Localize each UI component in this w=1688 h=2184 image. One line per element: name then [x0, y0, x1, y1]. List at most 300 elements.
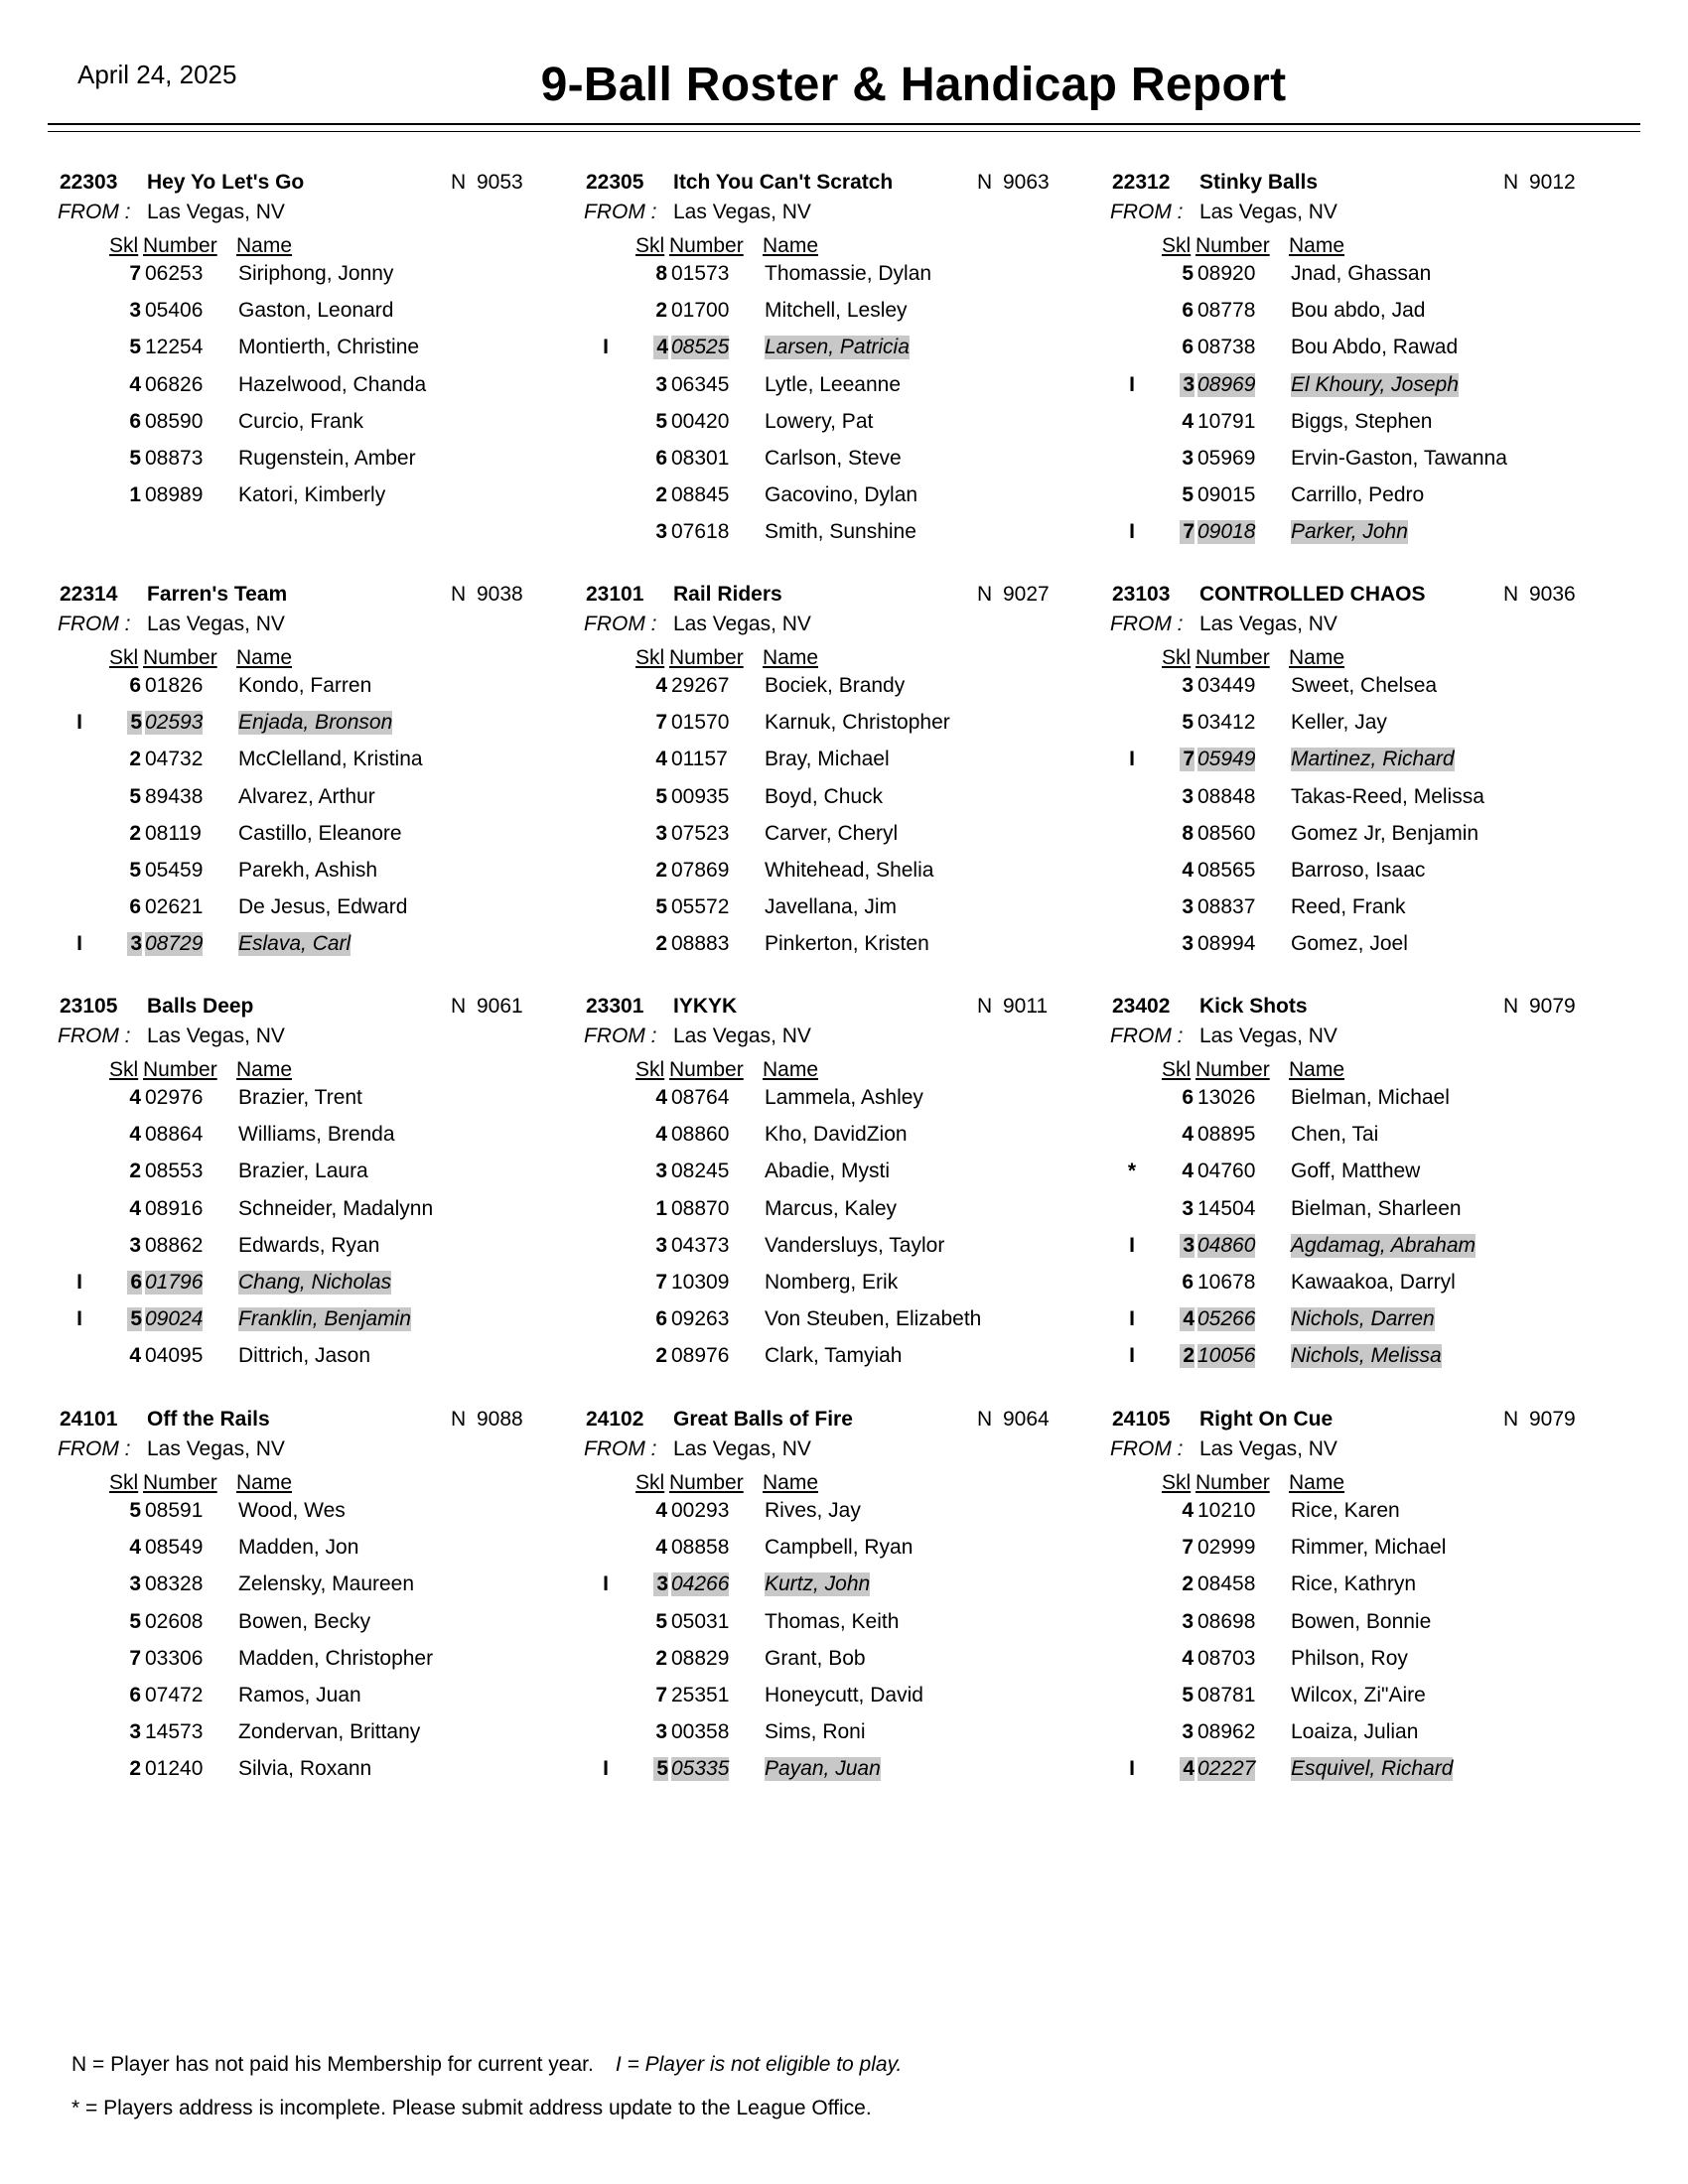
player-row	[48, 293, 564, 325]
player-row	[1100, 1530, 1617, 1562]
player-number: 06253	[145, 262, 204, 285]
from-label: FROM :	[1110, 201, 1184, 223]
player-name: Clark, Tamyiah	[765, 1344, 903, 1368]
player-skill: 4	[1182, 409, 1194, 433]
player-skill: 5	[129, 859, 141, 882]
team-id: 22314	[60, 583, 118, 606]
player-number: 08301	[671, 447, 730, 470]
player-number: 12254	[145, 336, 204, 359]
player-skill: 6	[1182, 299, 1194, 323]
player-row	[1100, 330, 1617, 361]
team-code: 9063	[1003, 171, 1050, 194]
player-skill: 7	[655, 1271, 667, 1294]
player-skill: 6	[129, 895, 141, 919]
team-id: 23402	[1112, 995, 1171, 1018]
column-header-number: Number	[143, 646, 217, 669]
player-flag: I	[76, 1307, 82, 1331]
footer-note-address: * = Players address is incomplete. Please submit address update to the League Office.	[71, 2097, 872, 2119]
player-skill: 3	[655, 1233, 667, 1257]
player-skill: 3	[1182, 1609, 1194, 1633]
player-number: 00358	[671, 1720, 730, 1744]
team-flag: N	[451, 1408, 467, 1431]
player-skill: 2	[655, 1646, 667, 1670]
team-id: 23101	[586, 583, 644, 606]
player-row	[48, 668, 564, 700]
player-skill: 6	[129, 1684, 141, 1706]
team-name: CONTROLLED CHAOS	[1199, 583, 1426, 606]
player-name: Bowen, Bonnie	[1291, 1609, 1432, 1633]
player-name: Mitchell, Lesley	[765, 299, 908, 323]
player-row	[574, 889, 1090, 921]
team-code: 9053	[477, 171, 523, 194]
player-skill: 3	[1180, 373, 1195, 397]
player-number: 08895	[1197, 1123, 1256, 1147]
player-name: Nomberg, Erik	[765, 1271, 899, 1294]
player-skill: 4	[129, 1123, 141, 1147]
team-id: 22312	[1112, 171, 1171, 194]
player-row	[574, 853, 1090, 885]
column-header-skl: Skl	[1162, 234, 1192, 257]
from-location: Las Vegas, NV	[673, 1024, 811, 1047]
player-skill: 2	[129, 1757, 141, 1781]
player-name: Honeycutt, David	[765, 1684, 923, 1706]
team-code: 9011	[1003, 995, 1049, 1018]
player-skill: 2	[655, 932, 667, 956]
player-skill: 5	[1182, 711, 1194, 735]
column-header-name: Name	[763, 234, 819, 257]
team-id: 23105	[60, 995, 118, 1018]
from-location: Las Vegas, NV	[147, 201, 285, 223]
player-row	[574, 1678, 1090, 1709]
player-skill: 5	[653, 1757, 668, 1781]
team-id: 24102	[586, 1408, 644, 1431]
player-name: Curcio, Frank	[238, 409, 364, 433]
team-header	[1100, 995, 1617, 1024]
team-header	[574, 171, 1090, 201]
player-name: De Jesus, Edward	[238, 895, 408, 919]
player-skill: 3	[1180, 1234, 1195, 1258]
player-skill: 2	[655, 483, 667, 507]
player-flag: I	[603, 1757, 609, 1781]
player-skill: 5	[1182, 1684, 1194, 1706]
player-number: 02227	[1197, 1757, 1256, 1781]
player-name: Wilcox, Zi"Aire	[1291, 1684, 1426, 1706]
player-skill: 5	[127, 1307, 142, 1331]
team-name: Stinky Balls	[1199, 171, 1319, 194]
player-row	[48, 1301, 564, 1333]
column-header-number: Number	[143, 1058, 217, 1081]
player-skill: 2	[129, 821, 141, 845]
player-skill: 2	[655, 859, 667, 882]
column-header-skl: Skl	[635, 646, 665, 669]
team-block	[48, 1408, 564, 1815]
player-row	[48, 1751, 564, 1783]
player-name: Chang, Nicholas	[238, 1271, 392, 1294]
column-header-name: Name	[1289, 646, 1345, 669]
player-skill: 3	[127, 932, 142, 956]
player-name: Lowery, Pat	[765, 409, 874, 433]
from-label: FROM :	[584, 201, 657, 223]
team-block	[48, 995, 564, 1402]
column-header-number: Number	[669, 1471, 744, 1494]
column-header-name: Name	[236, 234, 293, 257]
player-name: Philson, Roy	[1291, 1646, 1408, 1670]
player-name: Enjada, Bronson	[238, 711, 393, 735]
column-header-name: Name	[236, 646, 293, 669]
player-name: Nichols, Darren	[1291, 1307, 1435, 1331]
player-skill: 3	[1182, 1196, 1194, 1220]
player-row	[48, 1567, 564, 1598]
player-row	[1100, 1228, 1617, 1260]
player-name: Nichols, Melissa	[1291, 1344, 1442, 1368]
player-row	[48, 1080, 564, 1112]
player-row	[1100, 441, 1617, 473]
player-number: 08883	[671, 932, 730, 956]
player-number: 08962	[1197, 1720, 1256, 1744]
player-row	[48, 779, 564, 811]
player-name: Esquivel, Richard	[1291, 1757, 1454, 1781]
team-name: Kick Shots	[1199, 995, 1308, 1018]
from-label: FROM :	[58, 1024, 131, 1047]
player-number: 01573	[671, 262, 730, 285]
player-skill: 4	[129, 1086, 141, 1109]
team-from	[1110, 613, 1337, 636]
player-number: 08525	[671, 336, 730, 359]
report-date: April 24, 2025	[77, 60, 237, 89]
from-location: Las Vegas, NV	[1199, 613, 1337, 635]
player-row	[1100, 1751, 1617, 1783]
player-row	[1100, 367, 1617, 399]
from-location: Las Vegas, NV	[1199, 1437, 1337, 1460]
column-header-name: Name	[236, 1058, 293, 1081]
player-number: 05969	[1197, 447, 1256, 470]
column-header-name: Name	[763, 1471, 819, 1494]
player-row	[1100, 256, 1617, 288]
from-label: FROM :	[58, 201, 131, 223]
player-number: 05406	[145, 299, 204, 323]
player-number: 08829	[671, 1646, 730, 1670]
player-row	[574, 1228, 1090, 1260]
player-skill: 5	[655, 895, 667, 919]
player-number: 10309	[671, 1271, 730, 1294]
player-number: 05031	[671, 1609, 730, 1633]
player-name: Kawaakoa, Darryl	[1291, 1271, 1456, 1294]
team-code: 9012	[1529, 171, 1576, 194]
column-header-skl: Skl	[635, 234, 665, 257]
player-name: Thomas, Keith	[765, 1609, 900, 1633]
player-skill: 7	[655, 711, 667, 735]
column-header-skl: Skl	[1162, 1471, 1192, 1494]
player-skill: 5	[129, 784, 141, 808]
player-name: Boyd, Chuck	[765, 784, 884, 808]
player-skill: 7	[1182, 1536, 1194, 1560]
player-skill: 4	[653, 336, 668, 359]
column-header-name: Name	[1289, 234, 1345, 257]
player-skill: 2	[129, 1160, 141, 1183]
player-name: Sweet, Chelsea	[1291, 674, 1438, 697]
team-flag: N	[1503, 171, 1519, 194]
player-row	[48, 1228, 564, 1260]
player-skill: 4	[1182, 1123, 1194, 1147]
player-row	[48, 889, 564, 921]
player-flag: I	[1129, 520, 1135, 544]
team-from	[58, 1437, 285, 1461]
player-name: Madden, Jon	[238, 1536, 359, 1560]
team-code: 9079	[1529, 995, 1576, 1018]
player-name: Zelensky, Maureen	[238, 1572, 415, 1596]
player-skill: 2	[655, 1344, 667, 1368]
player-name: Silvia, Roxann	[238, 1757, 372, 1781]
player-row	[48, 404, 564, 436]
player-number: 00935	[671, 784, 730, 808]
player-number: 03449	[1197, 674, 1256, 697]
from-label: FROM :	[584, 613, 657, 635]
player-flag: I	[1129, 748, 1135, 771]
player-number: 09263	[671, 1307, 730, 1331]
player-number: 05572	[671, 895, 730, 919]
player-row	[48, 1493, 564, 1525]
player-number: 03306	[145, 1646, 204, 1670]
player-number: 08245	[671, 1160, 730, 1183]
team-name: Balls Deep	[147, 995, 254, 1018]
player-row	[1100, 1117, 1617, 1149]
player-skill: 3	[655, 372, 667, 396]
player-number: 08698	[1197, 1609, 1256, 1633]
player-name: Gaston, Leonard	[238, 299, 394, 323]
player-name: Lytle, Leeanne	[765, 372, 902, 396]
team-id: 22305	[586, 171, 644, 194]
player-number: 00420	[671, 409, 730, 433]
player-number: 10791	[1197, 409, 1256, 433]
player-name: Rimmer, Michael	[1291, 1536, 1447, 1560]
player-skill: 2	[129, 748, 141, 771]
team-name: Hey Yo Let's Go	[147, 171, 305, 194]
player-number: 09015	[1197, 483, 1256, 507]
player-skill: 3	[129, 1233, 141, 1257]
player-skill: 8	[655, 262, 667, 285]
player-name: Williams, Brenda	[238, 1123, 395, 1147]
player-name: Zondervan, Brittany	[238, 1720, 421, 1744]
team-header	[574, 583, 1090, 613]
player-name: Hazelwood, Chanda	[238, 372, 427, 396]
player-name: Agdamag, Abraham	[1291, 1233, 1476, 1257]
player-skill: 6	[1182, 1086, 1194, 1109]
player-number: 04760	[1197, 1160, 1256, 1183]
player-row	[1100, 1191, 1617, 1223]
column-header-number: Number	[669, 234, 744, 257]
player-row	[1100, 742, 1617, 773]
player-skill: 3	[1182, 447, 1194, 470]
player-name: Rice, Karen	[1291, 1499, 1400, 1522]
player-number: 01240	[145, 1757, 204, 1781]
player-number: 08858	[671, 1536, 730, 1560]
player-name: Alvarez, Arthur	[238, 784, 375, 808]
player-number: 08458	[1197, 1572, 1256, 1596]
player-row	[574, 1751, 1090, 1783]
player-number: 01700	[671, 299, 730, 323]
player-skill: 5	[1182, 262, 1194, 285]
player-skill: 3	[129, 1720, 141, 1744]
player-row	[48, 1604, 564, 1636]
player-skill: 4	[1182, 1646, 1194, 1670]
player-name: Bray, Michael	[765, 748, 890, 771]
player-number: 08920	[1197, 262, 1256, 285]
player-row	[48, 1641, 564, 1673]
player-row	[574, 441, 1090, 473]
player-number: 04266	[671, 1572, 730, 1596]
player-number: 09018	[1197, 520, 1256, 544]
player-skill: 4	[655, 1499, 667, 1522]
from-location: Las Vegas, NV	[673, 613, 811, 635]
player-name: Karnuk, Christopher	[765, 711, 950, 735]
player-row	[1100, 1714, 1617, 1746]
player-number: 08976	[671, 1344, 730, 1368]
player-row	[574, 1338, 1090, 1370]
player-row	[48, 1154, 564, 1185]
from-location: Las Vegas, NV	[673, 1437, 811, 1460]
player-name: Chen, Tai	[1291, 1123, 1379, 1147]
player-name: Bou abdo, Jad	[1291, 299, 1426, 323]
player-row	[574, 367, 1090, 399]
player-row	[1100, 1567, 1617, 1598]
player-name: Keller, Jay	[1291, 711, 1387, 735]
team-name: Farren's Team	[147, 583, 288, 606]
player-skill: 7	[1180, 748, 1195, 771]
player-row	[48, 816, 564, 848]
from-location: Las Vegas, NV	[147, 1024, 285, 1047]
from-label: FROM :	[584, 1024, 657, 1047]
player-row	[574, 293, 1090, 325]
player-row	[574, 742, 1090, 773]
team-block	[574, 583, 1090, 990]
player-number: 07618	[671, 520, 730, 544]
player-skill: 3	[1182, 932, 1194, 956]
player-row	[1100, 1301, 1617, 1333]
player-number: 04732	[145, 748, 204, 771]
player-row	[1100, 889, 1617, 921]
player-name: Whitehead, Shelia	[765, 859, 934, 882]
player-number: 08870	[671, 1196, 730, 1220]
player-number: 08328	[145, 1572, 204, 1596]
team-flag: N	[451, 171, 467, 194]
player-number: 08729	[145, 932, 204, 956]
team-header	[48, 583, 564, 613]
team-id: 22303	[60, 171, 118, 194]
player-row	[1100, 293, 1617, 325]
player-number: 08837	[1197, 895, 1256, 919]
player-number: 08553	[145, 1160, 204, 1183]
player-row	[48, 367, 564, 399]
from-label: FROM :	[1110, 1437, 1184, 1460]
team-from	[58, 1024, 285, 1048]
team-from	[58, 613, 285, 636]
player-number: 08862	[145, 1233, 204, 1257]
player-skill: 4	[129, 1536, 141, 1560]
team-name: Itch You Can't Scratch	[673, 171, 894, 194]
player-name: Kurtz, John	[765, 1572, 871, 1596]
player-name: Edwards, Ryan	[238, 1233, 380, 1257]
player-number: 08738	[1197, 336, 1256, 359]
player-skill: 5	[127, 711, 142, 735]
player-number: 08781	[1197, 1684, 1256, 1706]
column-header-number: Number	[669, 646, 744, 669]
from-label: FROM :	[58, 613, 131, 635]
team-header	[48, 1408, 564, 1437]
player-skill: 6	[129, 409, 141, 433]
player-number: 06345	[671, 372, 730, 396]
team-block	[1100, 1408, 1617, 1815]
player-name: Gomez, Joel	[1291, 932, 1408, 956]
player-skill: 3	[655, 821, 667, 845]
player-name: Abadie, Mysti	[765, 1160, 891, 1183]
column-header-number: Number	[1196, 1471, 1270, 1494]
team-id: 23103	[1112, 583, 1171, 606]
column-header-name: Name	[763, 1058, 819, 1081]
player-number: 01826	[145, 674, 204, 697]
player-number: 08860	[671, 1123, 730, 1147]
team-id: 24105	[1112, 1408, 1171, 1431]
from-label: FROM :	[1110, 1024, 1184, 1047]
team-header	[1100, 1408, 1617, 1437]
column-header-skl: Skl	[635, 1058, 665, 1081]
player-number: 08864	[145, 1123, 204, 1147]
player-name: Thomassie, Dylan	[765, 262, 932, 285]
player-row	[1100, 779, 1617, 811]
player-number: 08560	[1197, 821, 1256, 845]
team-flag: N	[451, 583, 467, 606]
team-block	[1100, 171, 1617, 578]
player-row	[574, 1080, 1090, 1112]
player-name: Rugenstein, Amber	[238, 447, 416, 470]
column-header-number: Number	[143, 234, 217, 257]
team-from	[58, 201, 285, 224]
team-block	[574, 171, 1090, 578]
player-name: Bou Abdo, Rawad	[1291, 336, 1459, 359]
player-skill: 4	[655, 1086, 667, 1109]
player-row	[48, 441, 564, 473]
player-name: Carver, Cheryl	[765, 821, 899, 845]
team-block	[48, 171, 564, 578]
from-location: Las Vegas, NV	[1199, 1024, 1337, 1047]
player-number: 03412	[1197, 711, 1256, 735]
player-flag: I	[76, 932, 82, 956]
team-flag: N	[977, 995, 993, 1018]
player-name: Ervin-Gaston, Tawanna	[1291, 447, 1507, 470]
player-skill: 4	[655, 674, 667, 697]
player-number: 08969	[1197, 372, 1256, 396]
player-skill: 3	[1182, 1720, 1194, 1744]
team-block	[1100, 583, 1617, 990]
player-number: 08845	[671, 483, 730, 507]
player-number: 07869	[671, 859, 730, 882]
player-row	[1100, 478, 1617, 509]
player-flag: I	[603, 336, 609, 359]
player-skill: 4	[1182, 1160, 1194, 1183]
player-row	[48, 1265, 564, 1297]
column-header-skl: Skl	[109, 1058, 139, 1081]
player-skill: 6	[127, 1271, 142, 1295]
note-n: N = Player has not paid his Membership for current year.	[71, 2053, 594, 2076]
team-block	[1100, 995, 1617, 1402]
player-name: Parker, John	[1291, 520, 1408, 544]
player-number: 00293	[671, 1499, 730, 1522]
player-number: 07472	[145, 1684, 204, 1706]
player-name: Javellana, Jim	[765, 895, 898, 919]
column-header-skl: Skl	[1162, 646, 1192, 669]
player-number: 04095	[145, 1344, 204, 1368]
player-row	[574, 1265, 1090, 1297]
player-number: 08916	[145, 1196, 204, 1220]
